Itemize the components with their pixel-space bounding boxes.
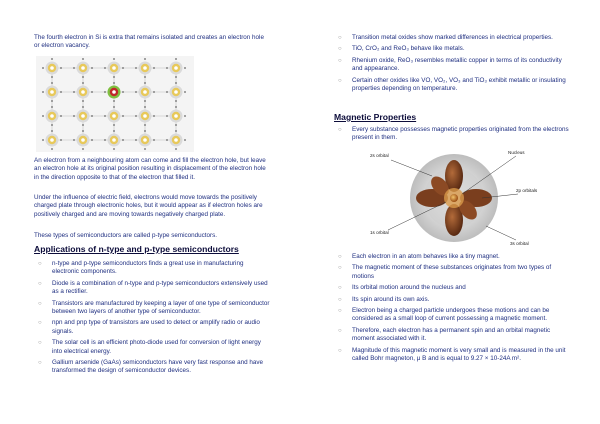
bullet-icon: ○: [338, 308, 342, 315]
electron-dot: [91, 91, 93, 93]
atom-center: [81, 90, 85, 94]
electron-dot: [82, 148, 84, 150]
electron-dot: [175, 106, 177, 108]
electron-dot: [60, 67, 62, 69]
list-item-text: npn and pnp type of transistors are used to detect or amplify radio or audio signals.: [52, 319, 260, 335]
electron-dot: [175, 82, 177, 84]
atom-center: [112, 90, 116, 94]
list-item: [334, 296, 572, 304]
lattice-svg: [36, 56, 194, 152]
electron-dot: [82, 82, 84, 84]
list-item: [34, 280, 270, 297]
electron-dot: [166, 139, 168, 141]
electron-dot: [175, 100, 177, 102]
bullet-icon: ○: [38, 280, 42, 287]
electron-dot: [175, 124, 177, 126]
electron-dot: [184, 139, 186, 141]
atom-center: [174, 66, 178, 70]
nucleus-core: [450, 194, 458, 202]
orbital-svg: [366, 146, 542, 248]
bullet-icon: ○: [338, 77, 342, 84]
electron-dot: [113, 148, 115, 150]
electron-dot: [82, 100, 84, 102]
list-item: [334, 327, 572, 344]
list-item: [334, 77, 572, 94]
para-electric-field: Under the influence of electric field, electrons would move towards the positively charged plate through electronic holes, but it would appear as if electron holes are positively charged and are moving towards negatively charged plate.: [34, 194, 263, 218]
bullet-icon: ○: [338, 296, 342, 303]
electron-dot: [144, 76, 146, 78]
electron-dot: [135, 67, 137, 69]
para-p-type: These types of semiconductors are called p-type semiconductors.: [34, 232, 218, 239]
electron-dot: [122, 91, 124, 93]
electron-dot: [51, 130, 53, 132]
electron-dot: [144, 130, 146, 132]
list-item-text: The magnetic moment of these substances originates from two types of motions: [352, 264, 552, 280]
list-item-text: Rhenium oxide, ReO₃ resembles metallic copper in terms of its conductivity and appearance.: [352, 56, 562, 73]
list-item: [334, 264, 572, 281]
electron-dot: [166, 91, 168, 93]
electron-dot: [73, 91, 75, 93]
electron-dot: [153, 67, 155, 69]
list-item-text: Electron being a charged particle undergoes these motions and can be considered as a small loop of current possessing a magnetic moment.: [352, 307, 550, 323]
electron-dot: [82, 130, 84, 132]
atom-center: [143, 138, 147, 142]
magnetic-intro-list: [334, 126, 572, 143]
list-item-text: Transition metal oxides show marked differences in electrical properties.: [352, 34, 553, 41]
list-item-text: Magnitude of this magnetic moment is very small and is measured in the unit called Bohr magneton, μ B and is equal to 9.27 × 10-24A m².: [352, 346, 566, 363]
list-item-text: Each electron in an atom behaves like a tiny magnet.: [352, 253, 500, 260]
para-hole-filling: An electron from a neighbouring atom can come and fill the electron hole, but leave an electron hole at its original position resulting in displacement of the electron hole in the direction opposite to that of the electron that filled it.: [34, 157, 266, 181]
electron-dot: [184, 115, 186, 117]
electron-dot: [82, 58, 84, 60]
oxides-list: [334, 34, 572, 93]
electron-dot: [73, 115, 75, 117]
bullet-icon: ○: [38, 261, 42, 267]
applications-list: [34, 260, 270, 376]
atom-center: [174, 114, 178, 118]
electron-dot: [51, 148, 53, 150]
silicon-lattice-diagram: [36, 56, 194, 152]
electron-dot: [113, 76, 115, 78]
list-item-text: Therefore, each electron has a permanent spin and an orbital magnetic moment associated with it.: [352, 326, 551, 343]
electron-dot: [184, 91, 186, 93]
electron-dot: [166, 115, 168, 117]
atom-center: [143, 90, 147, 94]
atom-center: [50, 90, 54, 94]
electron-dot: [42, 67, 44, 69]
list-item: [334, 253, 572, 261]
electron-dot: [91, 139, 93, 141]
list-item: [334, 34, 572, 42]
intro-text: The fourth electron in Si is extra that remains isolated and creates an electron hole or electron vacancy.: [34, 34, 264, 50]
atom-center: [50, 138, 54, 142]
electron-dot: [51, 124, 53, 126]
bullet-icon: ○: [338, 285, 342, 292]
electron-dot: [82, 76, 84, 78]
electron-dot: [104, 139, 106, 141]
list-item-text: Every substance possesses magnetic properties originated from the electrons present in them.: [352, 126, 569, 142]
electron-dot: [113, 82, 115, 84]
list-item: [34, 319, 270, 336]
electron-dot: [144, 100, 146, 102]
electron-dot: [91, 67, 93, 69]
atom-center: [112, 138, 116, 142]
electron-dot: [135, 115, 137, 117]
list-item-text: Transistors are manufactured by keeping a layer of one type of semiconductor between two layers of another type of semiconductor.: [52, 299, 270, 316]
electron-dot: [60, 91, 62, 93]
electron-dot: [144, 106, 146, 108]
atom-center: [112, 114, 116, 118]
atom-center: [50, 114, 54, 118]
electron-dot: [51, 106, 53, 108]
electron-dot: [175, 76, 177, 78]
atom-center: [50, 66, 54, 70]
electron-dot: [144, 124, 146, 126]
atom-center: [81, 114, 85, 118]
list-item-text: Certain other oxides like VO, VO₂, VO₃ and TiO₃ exhibit metallic or insulating properties depending on temperature.: [352, 76, 566, 93]
atom-center: [81, 138, 85, 142]
list-item-text: The solar cell is an efficient photo-diode used for conversion of light energy into electrical energy.: [52, 339, 261, 355]
list-item: [334, 45, 572, 53]
bullet-icon: ○: [338, 127, 342, 133]
list-item-text: Diode is a combination of n-type and p-type semiconductors extensively used as a rectifier.: [52, 279, 268, 296]
atom-center: [81, 66, 85, 70]
electron-dot: [42, 139, 44, 141]
electron-dot: [104, 115, 106, 117]
electron-dot: [113, 130, 115, 132]
electron-dot: [153, 139, 155, 141]
electron-dot: [42, 115, 44, 117]
electron-dot: [144, 148, 146, 150]
electron-dot: [153, 115, 155, 117]
atom-center: [174, 138, 178, 142]
electron-dot: [113, 124, 115, 126]
bullet-icon: ○: [338, 265, 342, 272]
bullet-icon: ○: [338, 46, 342, 53]
magnetic-heading: Magnetic Properties: [334, 112, 417, 122]
list-item: [334, 126, 572, 143]
orbital-diagram: [366, 146, 542, 248]
list-item: [34, 260, 270, 277]
bullet-icon: ○: [338, 327, 342, 334]
list-item-text: Gallium arsenide (GaAs) semiconductors have very fast response and have transformed the design of semiconductor devices.: [52, 359, 264, 375]
electron-dot: [60, 115, 62, 117]
electron-dot: [113, 106, 115, 108]
electron-dot: [91, 115, 93, 117]
bullet-icon: ○: [38, 300, 42, 307]
electron-dot: [135, 139, 137, 141]
electron-dot: [175, 58, 177, 60]
electron-dot: [82, 106, 84, 108]
electron-dot: [104, 67, 106, 69]
electron-dot: [113, 58, 115, 60]
bullet-icon: ○: [38, 320, 42, 327]
electron-dot: [135, 91, 137, 93]
electron-dot: [82, 124, 84, 126]
bullet-icon: ○: [338, 347, 342, 354]
electron-dot: [184, 67, 186, 69]
electron-dot: [42, 91, 44, 93]
list-item-text: Its orbital motion around the nucleus and: [352, 284, 466, 292]
leader-3s: [486, 226, 516, 240]
atom-center: [174, 90, 178, 94]
bullet-icon: ○: [38, 360, 42, 367]
label-nucleus: Nucleus: [508, 150, 525, 155]
list-item: [334, 347, 572, 364]
electron-dot: [122, 115, 124, 117]
electron-dot: [113, 100, 115, 102]
electron-dot: [60, 139, 62, 141]
bullet-icon: ○: [338, 35, 342, 41]
label-1s: 1s orbital: [370, 230, 389, 235]
electron-dot: [51, 58, 53, 60]
electron-dot: [122, 139, 124, 141]
list-item: [334, 284, 572, 292]
bullet-icon: ○: [338, 254, 342, 260]
label-3s: 3s orbital: [510, 241, 529, 246]
list-item: [34, 300, 270, 317]
electron-dot: [73, 67, 75, 69]
list-item: [34, 339, 270, 356]
electron-dot: [51, 76, 53, 78]
electron-dot: [166, 67, 168, 69]
label-2s: 2s orbital: [370, 153, 389, 158]
electron-dot: [104, 91, 106, 93]
list-item: [334, 57, 572, 74]
list-item-text: Its spin around its own axis.: [352, 295, 430, 303]
electron-dot: [144, 82, 146, 84]
list-item-text: n-type and p-type semiconductors finds a great use in manufacturing electronic components.: [52, 260, 244, 276]
electron-dot: [51, 100, 53, 102]
electron-dot: [175, 130, 177, 132]
electron-dot: [51, 82, 53, 84]
electron-dot: [122, 67, 124, 69]
electron-dot: [73, 139, 75, 141]
magnetic-list: [334, 253, 572, 363]
atom-center: [112, 66, 116, 70]
list-item: [334, 307, 572, 324]
applications-heading: Applications of n-type and p-type semiconductors: [34, 244, 239, 254]
atom-center: [143, 66, 147, 70]
bullet-icon: ○: [38, 340, 42, 347]
electron-dot: [144, 58, 146, 60]
atom-center: [143, 114, 147, 118]
electron-dot: [153, 91, 155, 93]
electron-dot: [175, 148, 177, 150]
bullet-icon: ○: [338, 57, 342, 64]
list-item: [34, 359, 270, 376]
list-item-text: TiO, CrO₂ and ReO₃ behave like metals.: [352, 45, 465, 53]
label-2p: 2p orbitals: [516, 188, 538, 193]
